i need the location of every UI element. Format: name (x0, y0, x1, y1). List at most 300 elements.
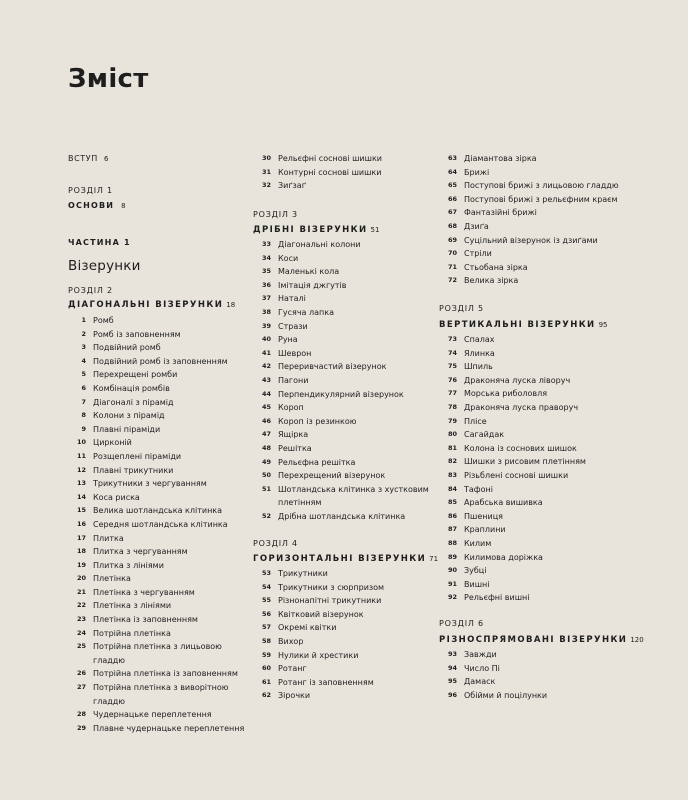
toc-entry[interactable] (68, 613, 246, 627)
entry-number: 12 (76, 465, 86, 474)
entry-title: Наталі (278, 294, 306, 304)
entry-title: Число Пі (464, 663, 500, 673)
toc-entry[interactable] (253, 567, 433, 581)
entry-title: Колони з пірамід (93, 411, 165, 421)
toc-entry[interactable] (253, 662, 433, 676)
entry-number: 28 (76, 710, 86, 719)
entry-title: Різнонапітні трикутники (278, 596, 382, 606)
entry-number: 16 (76, 519, 86, 528)
toc-entry[interactable] (253, 415, 433, 429)
entry-title: Плетінка з чергуванням (93, 587, 195, 597)
entry-number: 68 (447, 221, 457, 230)
entry-title: Дамаск (464, 677, 496, 687)
entry-number: 77 (447, 389, 457, 398)
section-label: РОЗДІЛ 4 (253, 539, 298, 548)
entry-title: Поступові брижі з рельєфним краєм (464, 194, 618, 204)
entry-title: Короп із резинкою (278, 416, 357, 426)
entry-title: Маленькі кола (278, 267, 340, 277)
entry-title: Зірочки (278, 691, 311, 701)
section-page: 18 (226, 301, 236, 309)
entry-title: Гусяча лапка (278, 307, 334, 317)
entry-title: Плетінка (93, 574, 131, 584)
entry-number: 87 (447, 525, 457, 534)
entry-number: 41 (261, 348, 271, 357)
entry-title: Рельєфні вишні (464, 593, 530, 603)
entry-title: Суцільний візерунок із дзиґами (464, 235, 598, 245)
toc-entry[interactable] (253, 152, 433, 166)
entry-number: 83 (447, 470, 457, 479)
toc-entry[interactable] (253, 238, 433, 252)
toc-entry[interactable] (253, 456, 433, 470)
toc-entry[interactable] (253, 581, 433, 595)
entry-number: 55 (261, 596, 271, 605)
entry-title: Стрази (278, 321, 308, 331)
entry-title: Ромб із заповненням (93, 329, 181, 339)
toc-entry[interactable] (439, 220, 639, 234)
entry-number: 10 (76, 438, 86, 447)
toc-entry[interactable] (439, 578, 639, 592)
toc-entry[interactable] (253, 621, 433, 635)
section-title: ДІАГОНАЛЬНІ ВІЗЕРУНКИ (68, 300, 224, 310)
entry-number: 88 (447, 538, 457, 547)
entry-title: Діамантова зірка (464, 154, 537, 163)
toc-entry[interactable] (68, 436, 246, 450)
toc-entry[interactable] (253, 594, 433, 608)
entry-number: 66 (447, 194, 457, 203)
entry-number: 78 (447, 402, 457, 411)
entry-list (68, 314, 246, 735)
entry-title: Коси (278, 253, 299, 263)
section-page: 51 (370, 226, 380, 234)
entry-number: 18 (76, 547, 86, 556)
toc-entry[interactable] (253, 306, 433, 320)
section-title: ДРІБНІ ВІЗЕРУНКИ (253, 225, 368, 235)
entry-title: Плитка з лініями (93, 560, 164, 570)
part1-title: ОСНОВИ (68, 201, 115, 210)
toc-entry[interactable] (253, 401, 433, 415)
toc-entry[interactable] (68, 722, 246, 736)
entry-number: 1 (81, 316, 86, 324)
toc-entry[interactable] (439, 551, 639, 565)
entry-number: 84 (447, 484, 457, 493)
entry-title: Драконяча луска праворуч (464, 402, 579, 412)
toc-entry[interactable] (68, 341, 246, 355)
toc-entry[interactable] (68, 464, 246, 478)
entry-number: 94 (447, 663, 457, 672)
entry-title: Пшениця (464, 511, 503, 521)
section-label: РОЗДІЛ 2 (68, 286, 113, 295)
toc-entry[interactable] (253, 179, 433, 193)
toc-entry[interactable] (68, 708, 246, 722)
entry-number: 69 (447, 235, 457, 244)
entry-title: Ящірка (278, 430, 309, 440)
entry-title: Стріли (464, 249, 492, 259)
entry-number: 74 (447, 348, 457, 357)
toc-entry[interactable] (439, 347, 639, 361)
entry-number: 54 (261, 582, 271, 591)
toc-entry[interactable] (253, 374, 433, 388)
toc-entry[interactable] (253, 442, 433, 456)
entry-number: 60 (261, 664, 271, 673)
section-2 (68, 285, 246, 735)
entry-title: Краплини (464, 525, 506, 535)
entry-number: 62 (261, 691, 271, 700)
toc-entry[interactable] (253, 689, 433, 703)
entry-number: 81 (447, 443, 457, 452)
intro-entry[interactable] (68, 153, 246, 165)
toc-entry[interactable] (439, 374, 639, 388)
entry-title: Килим (464, 538, 492, 548)
entry-number: 9 (81, 424, 86, 433)
toc-entry[interactable] (253, 608, 433, 622)
toc-entry[interactable] (68, 599, 246, 613)
entry-number: 61 (261, 677, 271, 686)
part-label: ЧАСТИНА 1 (68, 238, 131, 247)
section-4 (253, 538, 439, 703)
toc-entry[interactable] (439, 689, 639, 703)
entry-number: 44 (261, 389, 271, 398)
toc-entry[interactable] (439, 428, 639, 442)
toc-entry[interactable] (253, 252, 433, 266)
toc-entry[interactable] (68, 491, 246, 505)
entry-list (253, 152, 433, 193)
part-title: Візерунки (68, 258, 141, 274)
entry-number: 57 (261, 623, 271, 632)
entry-number: 49 (261, 457, 271, 466)
entry-title: Плісе (464, 416, 487, 426)
entry-title: Переривчастий візерунок (278, 362, 387, 372)
toc-entry[interactable] (439, 415, 639, 429)
entry-number: 72 (447, 276, 457, 285)
entry-number: 47 (261, 430, 271, 439)
entry-number: 30 (261, 154, 271, 162)
entry-title: Плетінка з лініями (93, 601, 172, 611)
entry-number: 13 (76, 479, 86, 488)
entry-title: Шеврон (278, 348, 312, 358)
entry-number: 35 (261, 267, 271, 276)
toc-entry[interactable] (439, 387, 639, 401)
toc-entry[interactable] (439, 469, 639, 483)
entry-number: 64 (447, 167, 457, 176)
entry-number: 70 (447, 249, 457, 258)
toc-entry[interactable] (253, 510, 433, 524)
entry-number: 15 (76, 506, 86, 515)
entry-title: Колона із соснових шишок (464, 443, 577, 453)
entry-title: Цирконій (93, 438, 132, 448)
entry-number: 63 (447, 154, 457, 162)
entry-number: 93 (447, 650, 457, 658)
entry-title: Ромб (93, 316, 114, 325)
entry-title: Велика зірка (464, 276, 519, 286)
toc-entry[interactable] (253, 320, 433, 334)
entry-number: 38 (261, 307, 271, 316)
entry-list (439, 152, 639, 288)
toc-entry[interactable] (439, 401, 639, 415)
toc-entry[interactable] (439, 648, 639, 662)
section-label: РОЗДІЛ 6 (439, 619, 484, 628)
toc-entry[interactable] (439, 179, 639, 193)
entry-title: Арабська вишивка (464, 498, 543, 508)
section-page: 95 (598, 321, 608, 329)
entry-title: Решітка (278, 443, 312, 453)
entry-number: 23 (76, 615, 86, 624)
entry-number: 65 (447, 181, 457, 190)
entry-number: 58 (261, 636, 271, 645)
toc-entry[interactable] (439, 360, 639, 374)
entry-number: 43 (261, 375, 271, 384)
toc-entry[interactable] (439, 234, 639, 248)
entry-number: 3 (81, 343, 86, 352)
entry-number: 91 (447, 579, 457, 588)
entry-number: 42 (261, 362, 271, 371)
toc-entry[interactable] (253, 333, 433, 347)
toc-entry[interactable] (439, 591, 639, 605)
toc-entry[interactable] (439, 496, 639, 510)
toc-entry[interactable] (68, 572, 246, 586)
toc-entry[interactable] (253, 166, 433, 180)
entry-number: 2 (81, 329, 86, 338)
toc-entry[interactable] (439, 483, 639, 497)
toc-entry[interactable] (439, 274, 639, 288)
part1-page: 8 (121, 202, 126, 210)
toc-entry[interactable] (68, 627, 246, 641)
toc-entry[interactable] (439, 537, 639, 551)
toc-entry[interactable] (68, 328, 246, 342)
section-3 (253, 209, 433, 523)
toc-entry[interactable] (253, 469, 433, 483)
entry-title: Діагональні колони (278, 240, 361, 249)
toc-entry[interactable] (439, 455, 639, 469)
entry-number: 6 (81, 383, 86, 392)
entry-number: 67 (447, 208, 457, 217)
toc-entry[interactable] (439, 261, 639, 275)
toc-entry[interactable] (253, 360, 433, 374)
toc-entry[interactable] (68, 409, 246, 423)
toc-entry[interactable] (439, 662, 639, 676)
toc-entry[interactable] (439, 523, 639, 537)
section-title-entry[interactable] (68, 299, 246, 312)
entry-title: Пагони (278, 375, 309, 385)
entry-title: Рельєфні соснові шишки (278, 154, 382, 163)
toc-entry[interactable] (439, 333, 639, 347)
entry-list (439, 333, 639, 605)
entry-title: Різьблені соснові шишки (464, 470, 569, 480)
section-title-entry[interactable] (253, 553, 439, 566)
section-title: ГОРИЗОНТАЛЬНІ ВІЗЕРУНКИ (253, 554, 427, 564)
toc-entry[interactable] (68, 545, 246, 559)
entry-title: Діагоналі з пірамід (93, 397, 174, 407)
entry-number: 90 (447, 566, 457, 575)
entry-title: Плавне чудернацьке переплетення (93, 723, 245, 733)
toc-entry[interactable] (439, 193, 639, 207)
toc-entry[interactable] (68, 586, 246, 600)
toc-entry[interactable] (68, 559, 246, 573)
entry-title: Поступові брижі з лицьовою гладдю (464, 181, 619, 191)
entry-title: Середня шотландська клітинка (93, 519, 228, 529)
toc-entry[interactable] (439, 675, 639, 689)
entry-number: 29 (76, 723, 86, 732)
entry-number: 75 (447, 362, 457, 371)
section-title-entry[interactable] (439, 319, 639, 332)
entry-title: Дзиґа (464, 221, 489, 231)
toc-entry[interactable] (68, 667, 246, 681)
section-title: ВЕРТИКАЛЬНІ ВІЗЕРУНКИ (439, 320, 596, 330)
toc-entry[interactable] (68, 477, 246, 491)
entry-title: Плетінка із заповненням (93, 615, 198, 625)
toc-entry[interactable] (253, 279, 433, 293)
toc-entry[interactable] (68, 382, 246, 396)
section-title: РІЗНОСПРЯМОВАНІ ВІЗЕРУНКИ (439, 635, 628, 645)
toc-entry[interactable] (439, 247, 639, 261)
toc-entry[interactable] (253, 388, 433, 402)
toc-entry[interactable] (253, 483, 433, 510)
entry-title: Квітковий візерунок (278, 609, 364, 619)
entry-number: 79 (447, 416, 457, 425)
entry-title: Коса риска (93, 492, 140, 502)
entry-number: 50 (261, 471, 271, 480)
entry-title: Короп (278, 403, 304, 413)
section-title-entry[interactable] (439, 634, 644, 647)
toc-entry[interactable] (253, 428, 433, 442)
toc-entry[interactable] (253, 649, 433, 663)
toc-entry[interactable] (253, 292, 433, 306)
entry-title: Драконяча луска ліворуч (464, 375, 571, 385)
intro-page: 6 (104, 155, 109, 163)
toc-entry[interactable] (68, 518, 246, 532)
entry-title: Потрійна плетінка (93, 628, 171, 638)
entry-title: Чудернацьке переплетення (93, 710, 212, 720)
toc-entry[interactable] (253, 347, 433, 361)
entry-title: Плавні трикутники (93, 465, 174, 475)
toc-entry[interactable] (253, 676, 433, 690)
entry-list (439, 648, 639, 702)
entry-title: Трикутники з сюрпризом (278, 582, 385, 592)
entry-number: 17 (76, 533, 86, 542)
entry-number: 89 (447, 552, 457, 561)
entry-title: Перехрещені ромби (93, 370, 178, 380)
entry-number: 92 (447, 593, 457, 602)
toc-entry[interactable] (439, 442, 639, 456)
entry-title: Розщеплені піраміди (93, 451, 182, 461)
entry-title: Потрійна плетінка з лицьовою гладдю (93, 642, 222, 665)
entry-title: Брижі (464, 167, 490, 177)
part1-title-entry[interactable] (68, 200, 246, 212)
entry-title: Фантазійні брижі (464, 208, 537, 218)
entry-number: 33 (261, 240, 271, 248)
entry-title: Комбінація ромбів (93, 383, 170, 393)
entry-number: 46 (261, 416, 271, 425)
toc-entry[interactable] (68, 450, 246, 464)
entry-number: 19 (76, 560, 86, 569)
entry-title: Плитка з чергуванням (93, 547, 188, 557)
entry-title: Потрійна плетінка з виворітною гладдю (93, 683, 229, 706)
intro-label: ВСТУП (68, 154, 98, 163)
entry-title: Плавні піраміди (93, 424, 161, 434)
entry-number: 14 (76, 492, 86, 501)
entry-number: 76 (447, 375, 457, 384)
toc-entry[interactable] (253, 265, 433, 279)
section-page: 71 (429, 555, 439, 563)
entry-number: 37 (261, 294, 271, 303)
entry-number: 80 (447, 430, 457, 439)
entry-number: 22 (76, 601, 86, 610)
toc-entry[interactable] (68, 681, 246, 708)
entry-title: Завжди (464, 650, 497, 659)
entry-title: Ялинка (464, 348, 495, 358)
entry-title: Вихор (278, 636, 304, 646)
toc-entry[interactable] (439, 166, 639, 180)
toc-entry[interactable] (68, 504, 246, 518)
entry-title: Дрібна шотландська клітинка (278, 511, 406, 521)
entry-title: Перпендикулярний візерунок (278, 389, 404, 399)
toc-entry[interactable] (68, 396, 246, 410)
entry-title: Велика шотландська клітинка (93, 506, 223, 516)
entry-title: Ротанг (278, 664, 307, 674)
toc-entry[interactable] (439, 206, 639, 220)
entry-title: Вишні (464, 579, 490, 589)
entry-number: 8 (81, 411, 86, 420)
entry-list (253, 238, 433, 523)
toc-entry[interactable] (68, 314, 246, 328)
toc-entry[interactable] (68, 532, 246, 546)
entry-title: Тафоні (464, 484, 493, 494)
toc-entry[interactable] (68, 355, 246, 369)
entry-number: 27 (76, 683, 86, 692)
entry-number: 52 (261, 511, 271, 520)
entry-number: 34 (261, 253, 271, 262)
toc-entry[interactable] (439, 152, 639, 166)
toc-entry[interactable] (68, 423, 246, 437)
entry-number: 96 (447, 690, 457, 699)
toc-entry[interactable] (439, 564, 639, 578)
entry-title: Килимова доріжка (464, 552, 543, 562)
section-2-continued (253, 152, 433, 193)
entry-number: 5 (81, 370, 86, 379)
entry-title: Ротанг із заповненням (278, 677, 374, 687)
entry-number: 59 (261, 650, 271, 659)
entry-number: 86 (447, 511, 457, 520)
entry-list (253, 567, 433, 703)
entry-number: 4 (81, 356, 86, 365)
entry-number: 24 (76, 628, 86, 637)
toc-entry[interactable] (439, 510, 639, 524)
entry-title: Окремі квітки (278, 623, 337, 633)
entry-title: Рельєфна решітка (278, 457, 356, 467)
entry-number: 45 (261, 403, 271, 412)
toc-entry[interactable] (68, 368, 246, 382)
entry-title: Стьобана зірка (464, 262, 528, 272)
entry-number: 20 (76, 574, 86, 583)
toc-entry[interactable] (68, 640, 246, 667)
entry-title: Сагайдак (464, 430, 505, 440)
section-4-continued (439, 152, 639, 288)
toc-entry[interactable] (253, 635, 433, 649)
entry-number: 73 (447, 335, 457, 343)
section-title-entry[interactable] (253, 224, 433, 237)
entry-title: Шишки з рисовим плетінням (464, 457, 586, 467)
entry-title: Спалах (464, 335, 495, 344)
entry-number: 53 (261, 569, 271, 577)
entry-number: 40 (261, 335, 271, 344)
entry-number: 95 (447, 677, 457, 686)
entry-number: 25 (76, 642, 86, 651)
entry-title: Шпиль (464, 362, 493, 372)
entry-number: 26 (76, 669, 86, 678)
section-label: РОЗДІЛ 3 (253, 210, 298, 219)
entry-title: Шотландська клітинка з хустковим плетінням (278, 484, 429, 508)
entry-number: 51 (261, 484, 271, 493)
entry-title: Подвійний ромб (93, 343, 161, 353)
